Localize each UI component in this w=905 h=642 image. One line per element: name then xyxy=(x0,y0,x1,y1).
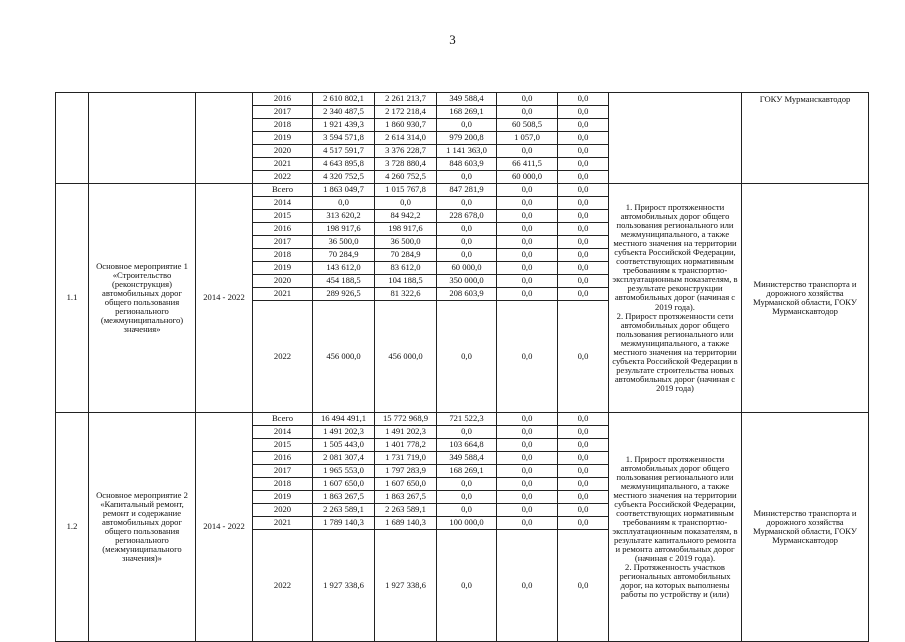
year-cell: 2022 xyxy=(253,530,313,642)
regional-budget-cell: 1 731 719,0 xyxy=(375,452,437,465)
local-budget-cell: 0,0 xyxy=(497,439,558,452)
year-cell: 2015 xyxy=(253,210,313,223)
other-sources-cell: 0,0 xyxy=(558,93,609,106)
local-budget-cell: 60 000,0 xyxy=(497,171,558,184)
other-sources-cell: 0,0 xyxy=(558,210,609,223)
total-cell: 1 965 553,0 xyxy=(313,465,375,478)
measure-code-cell: 1.2 xyxy=(56,413,89,642)
year-cell: 2020 xyxy=(253,275,313,288)
total-cell: 1 505 443,0 xyxy=(313,439,375,452)
other-sources-cell: 0,0 xyxy=(558,439,609,452)
regional-budget-cell: 2 263 589,1 xyxy=(375,504,437,517)
total-cell: 1 863 267,5 xyxy=(313,491,375,504)
period-cell: 2014 - 2022 xyxy=(196,413,253,642)
local-budget-cell: 0,0 xyxy=(497,210,558,223)
total-cell: 1 863 049,7 xyxy=(313,184,375,197)
total-cell: 1 491 202,3 xyxy=(313,426,375,439)
regional-budget-cell: 0,0 xyxy=(375,197,437,210)
federal-budget-cell: 847 281,9 xyxy=(437,184,497,197)
local-budget-cell: 0,0 xyxy=(497,145,558,158)
federal-budget-cell: 848 603,9 xyxy=(437,158,497,171)
local-budget-cell: 0,0 xyxy=(497,106,558,119)
local-budget-cell: 0,0 xyxy=(497,504,558,517)
local-budget-cell: 0,0 xyxy=(497,452,558,465)
other-sources-cell: 0,0 xyxy=(558,106,609,119)
total-cell: 2 610 802,1 xyxy=(313,93,375,106)
regional-budget-cell: 1 689 140,3 xyxy=(375,517,437,530)
other-sources-cell: 0,0 xyxy=(558,223,609,236)
year-cell: 2020 xyxy=(253,145,313,158)
year-cell: 2015 xyxy=(253,439,313,452)
federal-budget-cell: 0,0 xyxy=(437,504,497,517)
executor-cell: Министерство транспорта и дорожного хозяйства Мурманской области, ГОКУ Мурманскавтодор xyxy=(742,413,869,642)
federal-budget-cell: 350 000,0 xyxy=(437,275,497,288)
local-budget-cell: 0,0 xyxy=(497,249,558,262)
regional-budget-cell: 1 015 767,8 xyxy=(375,184,437,197)
federal-budget-cell: 103 664,8 xyxy=(437,439,497,452)
regional-budget-cell: 84 942,2 xyxy=(375,210,437,223)
local-budget-cell: 0,0 xyxy=(497,517,558,530)
local-budget-cell: 60 508,5 xyxy=(497,119,558,132)
regional-budget-cell: 1 860 930,7 xyxy=(375,119,437,132)
other-sources-cell: 0,0 xyxy=(558,478,609,491)
year-cell: 2018 xyxy=(253,478,313,491)
other-sources-cell: 0,0 xyxy=(558,132,609,145)
other-sources-cell: 0,0 xyxy=(558,517,609,530)
local-budget-cell: 0,0 xyxy=(497,301,558,413)
regional-budget-cell: 104 188,5 xyxy=(375,275,437,288)
program-table xyxy=(55,92,869,642)
regional-budget-cell: 1 491 202,3 xyxy=(375,426,437,439)
year-cell: 2019 xyxy=(253,132,313,145)
regional-budget-cell: 3 728 880,4 xyxy=(375,158,437,171)
total-cell: 4 517 591,7 xyxy=(313,145,375,158)
year-cell: 2019 xyxy=(253,262,313,275)
year-cell: 2018 xyxy=(253,119,313,132)
federal-budget-cell: 349 588,4 xyxy=(437,452,497,465)
federal-budget-cell: 0,0 xyxy=(437,530,497,642)
total-cell: 36 500,0 xyxy=(313,236,375,249)
regional-budget-cell: 2 172 218,4 xyxy=(375,106,437,119)
total-cell: 1 789 140,3 xyxy=(313,517,375,530)
year-cell: 2014 xyxy=(253,426,313,439)
local-budget-cell: 0,0 xyxy=(497,530,558,642)
year-cell: 2020 xyxy=(253,504,313,517)
total-cell: 3 594 571,8 xyxy=(313,132,375,145)
period-cell xyxy=(196,93,253,184)
other-sources-cell: 0,0 xyxy=(558,145,609,158)
total-cell: 2 263 589,1 xyxy=(313,504,375,517)
year-cell: 2014 xyxy=(253,197,313,210)
regional-budget-cell: 1 927 338,6 xyxy=(375,530,437,642)
indicators-cell: 1. Прирост протяженности автомобильных дорог общего пользования регионального или межмуниципального, а также местного значения на территории субъекта Российской Федерации, соответствующих нормативным требованиям к транспортно-эксплуатационным показателям, в результате капитального ремонта и ремонта автомобильных дорог (начиная с 2019 года). 2. Протяженность участков региональных автомобильных дорог, на которых выполнены работы по устройству и (или) xyxy=(609,413,742,642)
other-sources-cell: 0,0 xyxy=(558,119,609,132)
total-cell: 456 000,0 xyxy=(313,301,375,413)
other-sources-cell: 0,0 xyxy=(558,504,609,517)
local-budget-cell: 0,0 xyxy=(497,184,558,197)
measure-code-cell: 1.1 xyxy=(56,184,89,413)
year-cell: 2021 xyxy=(253,288,313,301)
year-cell: 2022 xyxy=(253,301,313,413)
measure-code-cell xyxy=(56,93,89,184)
executor-cell: ГОКУ Мурманскавтодор xyxy=(742,93,869,184)
other-sources-cell: 0,0 xyxy=(558,236,609,249)
other-sources-cell: 0,0 xyxy=(558,158,609,171)
total-cell: 4 643 895,8 xyxy=(313,158,375,171)
federal-budget-cell: 0,0 xyxy=(437,301,497,413)
year-cell: 2017 xyxy=(253,465,313,478)
executor-cell: Министерство транспорта и дорожного хозяйства Мурманской области, ГОКУ Мурманскавтодор xyxy=(742,184,869,413)
local-budget-cell: 0,0 xyxy=(497,236,558,249)
total-cell: 1 607 650,0 xyxy=(313,478,375,491)
other-sources-cell: 0,0 xyxy=(558,262,609,275)
local-budget-cell: 0,0 xyxy=(497,223,558,236)
federal-budget-cell: 168 269,1 xyxy=(437,465,497,478)
regional-budget-cell: 3 376 228,7 xyxy=(375,145,437,158)
other-sources-cell: 0,0 xyxy=(558,426,609,439)
year-cell: 2017 xyxy=(253,236,313,249)
federal-budget-cell: 0,0 xyxy=(437,491,497,504)
regional-budget-cell: 4 260 752,5 xyxy=(375,171,437,184)
other-sources-cell: 0,0 xyxy=(558,288,609,301)
federal-budget-cell: 0,0 xyxy=(437,426,497,439)
year-cell: 2018 xyxy=(253,249,313,262)
table-row xyxy=(56,413,869,426)
total-cell: 2 340 487,5 xyxy=(313,106,375,119)
other-sources-cell: 0,0 xyxy=(558,452,609,465)
local-budget-cell: 0,0 xyxy=(497,426,558,439)
federal-budget-cell: 0,0 xyxy=(437,171,497,184)
year-cell: 2016 xyxy=(253,223,313,236)
total-cell: 143 612,0 xyxy=(313,262,375,275)
measure-name-cell xyxy=(89,93,196,184)
local-budget-cell: 0,0 xyxy=(497,262,558,275)
year-cell: 2016 xyxy=(253,452,313,465)
federal-budget-cell: 0,0 xyxy=(437,197,497,210)
local-budget-cell: 0,0 xyxy=(497,465,558,478)
regional-budget-cell: 1 797 283,9 xyxy=(375,465,437,478)
regional-budget-cell: 198 917,6 xyxy=(375,223,437,236)
federal-budget-cell: 0,0 xyxy=(437,119,497,132)
regional-budget-cell: 1 401 778,2 xyxy=(375,439,437,452)
regional-budget-cell: 456 000,0 xyxy=(375,301,437,413)
local-budget-cell: 1 057,0 xyxy=(497,132,558,145)
federal-budget-cell: 0,0 xyxy=(437,249,497,262)
total-cell: 70 284,9 xyxy=(313,249,375,262)
year-cell: 2021 xyxy=(253,158,313,171)
measure-name-cell: Основное мероприятие 1 «Строительство (реконструкция) автомобильных дорог общего пользования регионального (межмуниципального) значения» xyxy=(89,184,196,413)
local-budget-cell: 0,0 xyxy=(497,491,558,504)
measure-name-cell: Основное мероприятие 2 «Капитальный ремонт, ремонт и содержание автомобильных дорог общего пользования регионального (межмуниципального значения)» xyxy=(89,413,196,642)
total-cell: 289 926,5 xyxy=(313,288,375,301)
total-cell: 1 927 338,6 xyxy=(313,530,375,642)
regional-budget-cell: 15 772 968,9 xyxy=(375,413,437,426)
year-cell: 2022 xyxy=(253,171,313,184)
federal-budget-cell: 979 200,8 xyxy=(437,132,497,145)
federal-budget-cell: 208 603,9 xyxy=(437,288,497,301)
regional-budget-cell: 2 614 314,0 xyxy=(375,132,437,145)
local-budget-cell: 0,0 xyxy=(497,275,558,288)
regional-budget-cell: 1 863 267,5 xyxy=(375,491,437,504)
other-sources-cell: 0,0 xyxy=(558,413,609,426)
year-cell: 2021 xyxy=(253,517,313,530)
other-sources-cell: 0,0 xyxy=(558,530,609,642)
federal-budget-cell: 0,0 xyxy=(437,478,497,491)
total-cell: 0,0 xyxy=(313,197,375,210)
other-sources-cell: 0,0 xyxy=(558,249,609,262)
regional-budget-cell: 83 612,0 xyxy=(375,262,437,275)
regional-budget-cell: 36 500,0 xyxy=(375,236,437,249)
year-cell: Всего xyxy=(253,184,313,197)
local-budget-cell: 66 411,5 xyxy=(497,158,558,171)
federal-budget-cell: 1 141 363,0 xyxy=(437,145,497,158)
year-cell: Всего xyxy=(253,413,313,426)
regional-budget-cell: 81 322,6 xyxy=(375,288,437,301)
other-sources-cell: 0,0 xyxy=(558,197,609,210)
regional-budget-cell: 70 284,9 xyxy=(375,249,437,262)
local-budget-cell: 0,0 xyxy=(497,93,558,106)
other-sources-cell: 0,0 xyxy=(558,301,609,413)
federal-budget-cell: 0,0 xyxy=(437,236,497,249)
table-row xyxy=(56,93,869,106)
federal-budget-cell: 0,0 xyxy=(437,223,497,236)
local-budget-cell: 0,0 xyxy=(497,413,558,426)
total-cell: 2 081 307,4 xyxy=(313,452,375,465)
federal-budget-cell: 100 000,0 xyxy=(437,517,497,530)
total-cell: 198 917,6 xyxy=(313,223,375,236)
federal-budget-cell: 721 522,3 xyxy=(437,413,497,426)
indicators-cell: 1. Прирост протяженности автомобильных дорог общего пользования регионального или межмуниципального, а также местного значения на территории субъекта Российской Федерации, соответствующих нормативным требованиям к транспортно-эксплуатационным показателям, в результате реконструкции автомобильных дорог (начиная с 2019 года). 2. Прирост протяженности сети автомобильных дорог общего пользования регионального или межмуниципального, а также местного значения на территории субъекта Российской Федерации в результате строительства новых автомобильных дорог (начиная с 2019 года) xyxy=(609,184,742,413)
other-sources-cell: 0,0 xyxy=(558,171,609,184)
other-sources-cell: 0,0 xyxy=(558,465,609,478)
regional-budget-cell: 1 607 650,0 xyxy=(375,478,437,491)
table-body xyxy=(56,93,869,642)
page-number: 3 xyxy=(449,32,456,47)
local-budget-cell: 0,0 xyxy=(497,288,558,301)
year-cell: 2019 xyxy=(253,491,313,504)
federal-budget-cell: 349 588,4 xyxy=(437,93,497,106)
total-cell: 16 494 491,1 xyxy=(313,413,375,426)
indicators-cell xyxy=(609,93,742,184)
federal-budget-cell: 60 000,0 xyxy=(437,262,497,275)
year-cell: 2016 xyxy=(253,93,313,106)
local-budget-cell: 0,0 xyxy=(497,197,558,210)
year-cell: 2017 xyxy=(253,106,313,119)
total-cell: 454 188,5 xyxy=(313,275,375,288)
regional-budget-cell: 2 261 213,7 xyxy=(375,93,437,106)
total-cell: 313 620,2 xyxy=(313,210,375,223)
period-cell: 2014 - 2022 xyxy=(196,184,253,413)
other-sources-cell: 0,0 xyxy=(558,275,609,288)
total-cell: 1 921 439,3 xyxy=(313,119,375,132)
total-cell: 4 320 752,5 xyxy=(313,171,375,184)
federal-budget-cell: 228 678,0 xyxy=(437,210,497,223)
local-budget-cell: 0,0 xyxy=(497,478,558,491)
other-sources-cell: 0,0 xyxy=(558,184,609,197)
table-row xyxy=(56,184,869,197)
other-sources-cell: 0,0 xyxy=(558,491,609,504)
federal-budget-cell: 168 269,1 xyxy=(437,106,497,119)
